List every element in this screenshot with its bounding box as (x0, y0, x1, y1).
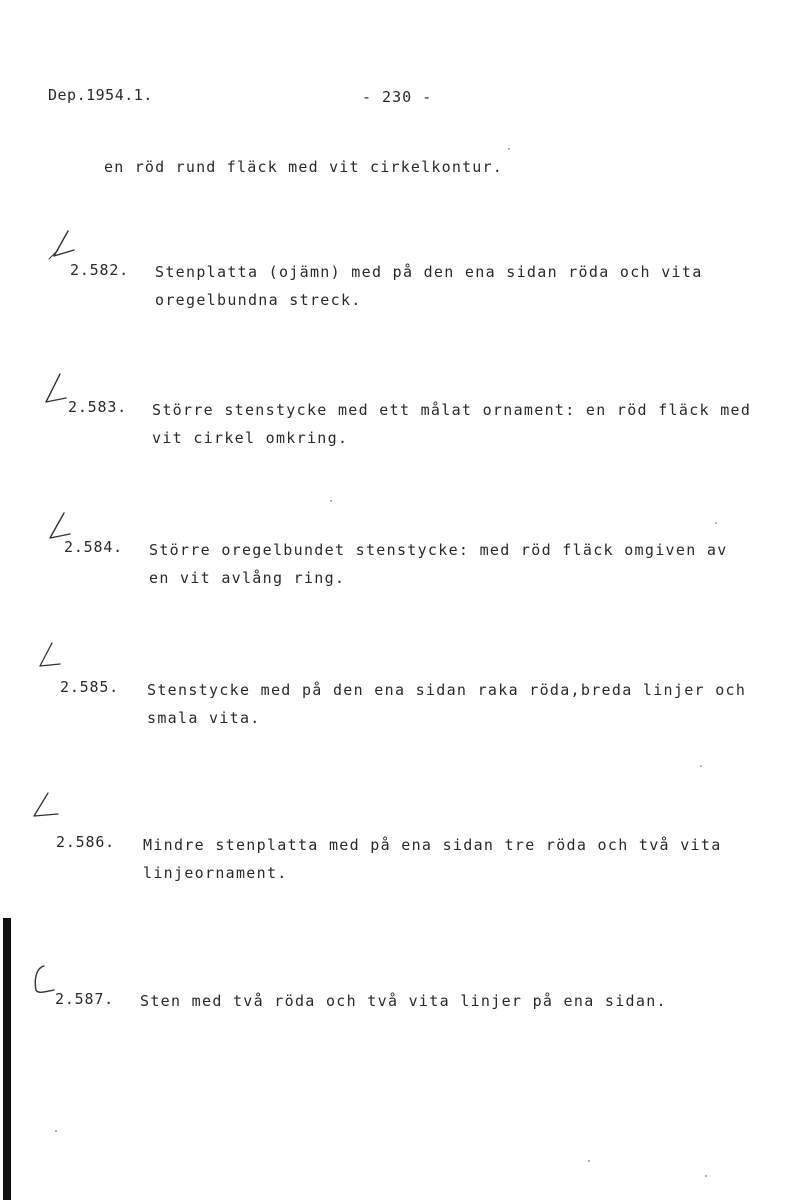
scan-speck (588, 1160, 590, 1162)
check-mark-icon (38, 372, 72, 412)
entry-description (140, 987, 667, 1015)
entry-line: Större oregelbundet stenstycke: med röd fläck omgiven av (149, 541, 728, 559)
entry-line: Stenplatta (ojämn) med på den ena sidan röda och vita (155, 263, 703, 281)
entry-description (143, 831, 722, 887)
entry-line: linjeornament. (143, 864, 288, 882)
entry-number: 2.583. (68, 398, 127, 416)
entry-description (147, 676, 746, 732)
entry-line: Större stenstycke med ett målat ornament: en röd fläck med (152, 401, 752, 419)
continuation-text: en röd rund fläck med vit cirkelkontur. (104, 158, 503, 176)
entry-line: oregelbundna streck. (155, 291, 362, 309)
entry-number: 2.585. (60, 678, 119, 696)
entry-line: vit cirkel omkring. (152, 429, 349, 447)
entry-line: en vit avlång ring. (149, 569, 346, 587)
entry-description (152, 396, 751, 452)
entry-number: 2.582. (70, 261, 129, 279)
entry-line: Sten med två röda och två vita linjer på ena sidan. (140, 992, 667, 1010)
scan-speck (715, 522, 717, 524)
scan-binding-edge (3, 918, 11, 1200)
entry-description (155, 258, 703, 314)
entry-number: 2.587. (55, 990, 114, 1008)
check-mark-icon (32, 640, 64, 674)
entry-number: 2.584. (64, 538, 123, 556)
scan-speck (508, 148, 510, 150)
scan-speck (330, 500, 332, 502)
entry-line: Stenstycke med på den ena sidan raka röda,breda linjer och (147, 681, 747, 699)
check-mark-icon (44, 228, 78, 262)
entry-description (149, 536, 728, 592)
scan-speck (700, 765, 702, 767)
document-reference: Dep.1954.1. (48, 86, 153, 104)
entry-line: smala vita. (147, 709, 261, 727)
entry-number: 2.586. (56, 833, 115, 851)
scan-speck (55, 1130, 57, 1132)
check-mark-icon (28, 790, 62, 824)
page-number: - 230 - (362, 88, 433, 106)
entry-line: Mindre stenplatta med på ena sidan tre röda och två vita (143, 836, 722, 854)
scan-speck (705, 1175, 707, 1177)
check-mark-icon (28, 962, 58, 1002)
